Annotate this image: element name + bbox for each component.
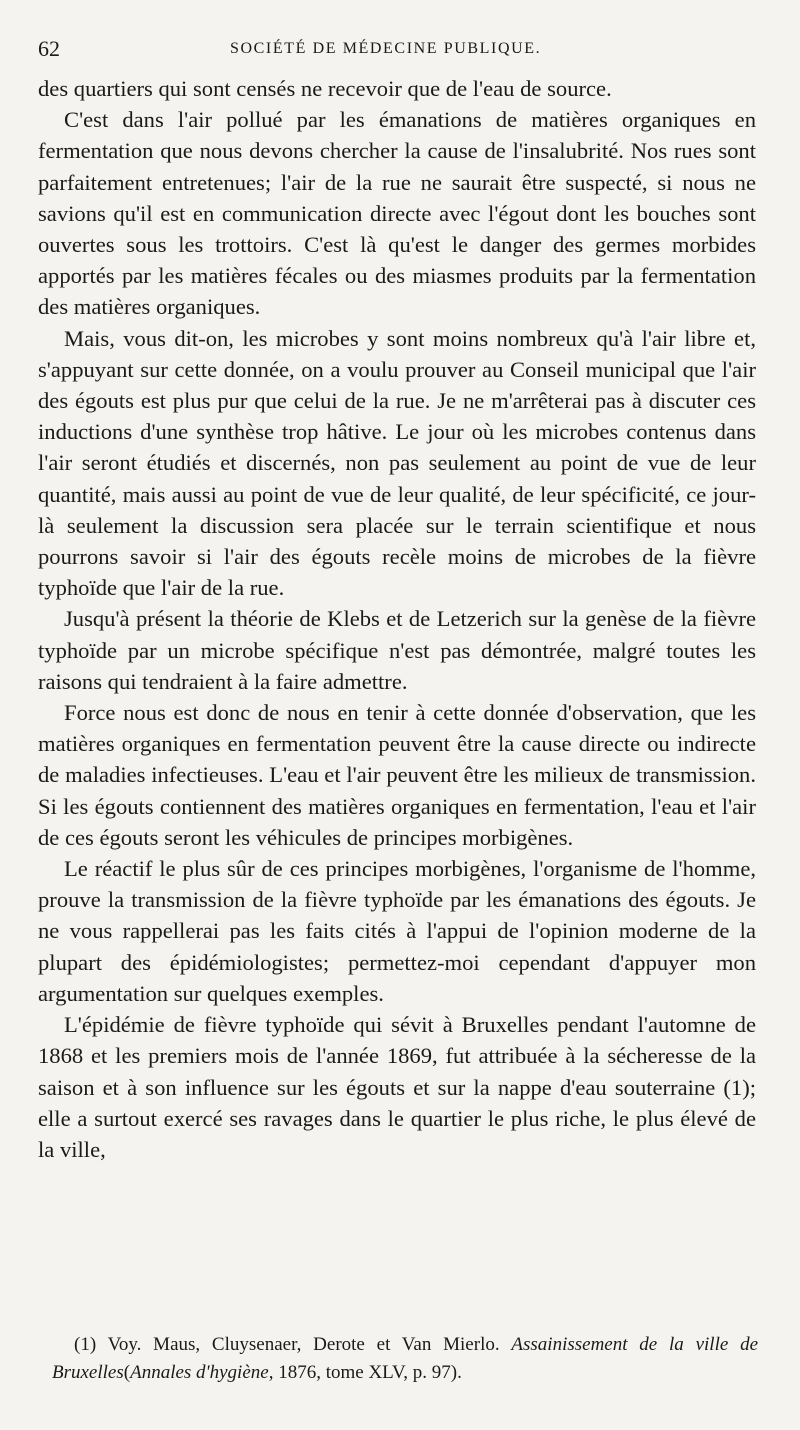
footnote-paren: ( (123, 1362, 131, 1383)
paragraph: Mais, vous dit-on, les microbes y sont moins nombreux qu'à l'air libre et, s'appuyant sur cette donnée, on a voulu prouver au Conseil municipal que l'air des égouts est plus pur que celui de la rue. Je ne m'arrêterai pas à discuter ces inductions d'une synthèse trop hâtive. Le jour où les microbes contenus dans l'air seront étudiés et discernés, non pas seulement au point de vue de leur quantité, mais aussi au point de vue de leur qualité, de leur spécificité, ce jour-là seulement la discussion sera placée sur le terrain scientifique et nous pourrons savoir si l'air des égouts recèle moins de microbes de la fièvre typhoïde que l'air de la rue. (38, 325, 756, 601)
running-title: SOCIÉTÉ DE MÉDECINE PUBLIQUE. (230, 40, 542, 57)
footnote-details: , 1876, tome XLV, p. 97). (268, 1362, 462, 1383)
body-text (38, 73, 756, 1165)
paragraph: Force nous est donc de nous en tenir à cette donnée d'observation, que les matières organiques en fermentation peuvent être la cause directe ou indirecte de maladies infectieuses. L'eau et l'air peuvent être les milieux de transmission. Si les égouts contiennent des matières organiques en fermentation, l'eau et l'air de ces égouts seront les véhicules de principes morbigènes. (38, 700, 756, 850)
page-number: 62 (38, 36, 60, 61)
footnote (52, 1331, 758, 1387)
paragraph: C'est dans l'air pollué par les émanations de matières organiques en fermentation que nous devons chercher la cause de l'insalubrité. Nos rues sont parfaitement entretenues; l'air de la rue ne saurait être suspecté, si nous ne savions qu'il est en communication directe avec l'égout dont les bouches sont ouvertes sous les trottoirs. C'est là qu'est le danger des germes morbides apportés par les matières fécales ou des miasmes produits par la fermentation des matières organiques. (38, 107, 756, 320)
paragraph: Jusqu'à présent la théorie de Klebs et de Letzerich sur la genèse de la fièvre typhoïde par un microbe spécifique n'est pas démontrée, malgré toutes les raisons qui tendraient à la faire admettre. (38, 606, 756, 694)
footnote-authors: (1) Voy. Maus, Cluysenaer, Derote et Van Mierlo. (74, 1334, 500, 1355)
paragraph: Le réactif le plus sûr de ces principes morbigènes, l'organisme de l'homme, prouve la transmission de la fièvre typhoïde par les émanations des égouts. Je ne vous rappellerai pas les faits cités à l'appui de l'opinion moderne de la plupart des épidémiologistes; permettez-moi cependant d'appuyer mon argumentation sur quelques exemples. (38, 856, 756, 1006)
footnote-journal: Annales d'hygiène (130, 1362, 269, 1383)
paragraph: L'épidémie de fièvre typhoïde qui sévit à Bruxelles pendant l'automne de 1868 et les premiers mois de l'année 1869, fut attribuée à la sécheresse de la saison et à son influence sur les égouts et sur la nappe d'eau souterraine (1); elle a surtout exercé ses ravages dans le quartier le plus riche, le plus élevé de la ville, (38, 1012, 756, 1162)
page-header (38, 34, 738, 64)
paragraph-continued: des quartiers qui sont censés ne recevoir que de l'eau de source. (38, 76, 612, 101)
footnote-title: Assainissement de la ville de Bruxelles (52, 1334, 759, 1383)
